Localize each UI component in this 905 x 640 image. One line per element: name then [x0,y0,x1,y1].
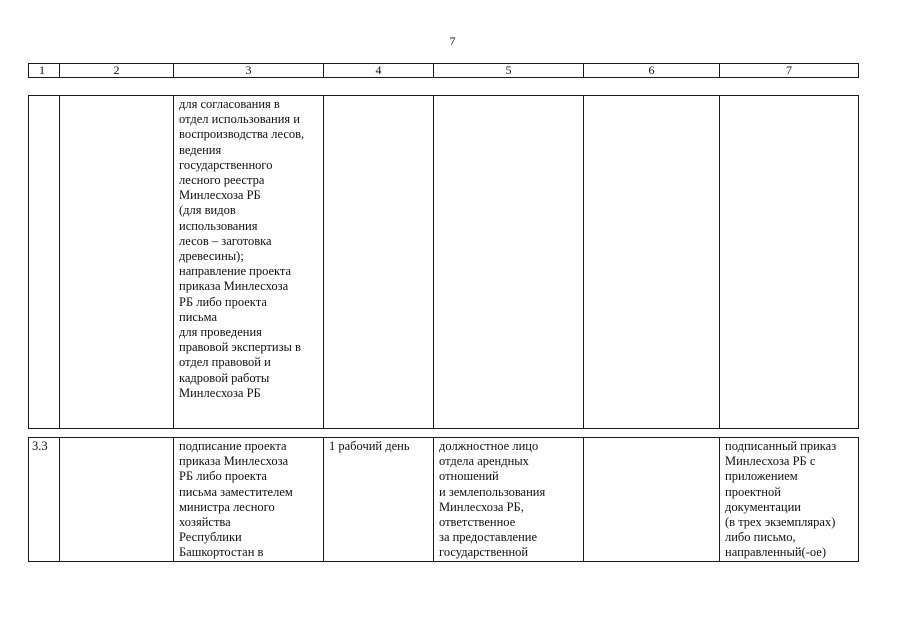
table-spacer [29,429,859,438]
column-number: 7 [720,64,859,78]
responsible-cell [434,96,583,97]
column-number: 3 [174,64,324,78]
table-cell [584,438,719,439]
column-number: 5 [434,64,584,78]
result-cell: подписанный приказ Минлесхоза РБ с приложением проектной документации (в трех экземплярах) либо письмо, направленный(-ое) [725,439,837,560]
procedure-cell: подписание проекта приказа Минлесхоза РБ либо проекта письма заместителем министра лесного хозяйства Республики Башкортостан в [179,439,293,560]
table-cell [584,96,719,97]
table-row [29,96,859,429]
duration-cell [324,96,433,97]
result-cell [720,96,858,97]
duration-cell: 1 рабочий день [329,439,410,453]
row-number-cell [29,96,59,97]
column-number-row [29,64,859,78]
column-number: 4 [324,64,434,78]
procedure-cell: для согласования в отдел использования и воспроизводства лесов, ведения государственного лесного реестра Минлесхоза РБ (для видов использования лесов – заготовка древесины); направление проекта приказа Минлесхоза РБ либо проекта письма для проведения правовой экспертизы в отдел правовой и кадровой работы Минлесхоза РБ [179,97,305,400]
page-number: 7 [449,34,456,48]
document-table [28,63,859,562]
row-number-cell: 3.3 [32,439,48,453]
table-spacer [29,78,859,96]
column-number: 6 [584,64,720,78]
column-number: 1 [29,64,60,78]
table-cell [60,96,173,97]
table-row [29,438,859,562]
responsible-cell: должностное лицо отдела арендных отношений и землепользования Минлесхоза РБ, ответственное за предоставление государственной [439,439,546,560]
column-number: 2 [60,64,174,78]
table-cell [60,438,173,439]
